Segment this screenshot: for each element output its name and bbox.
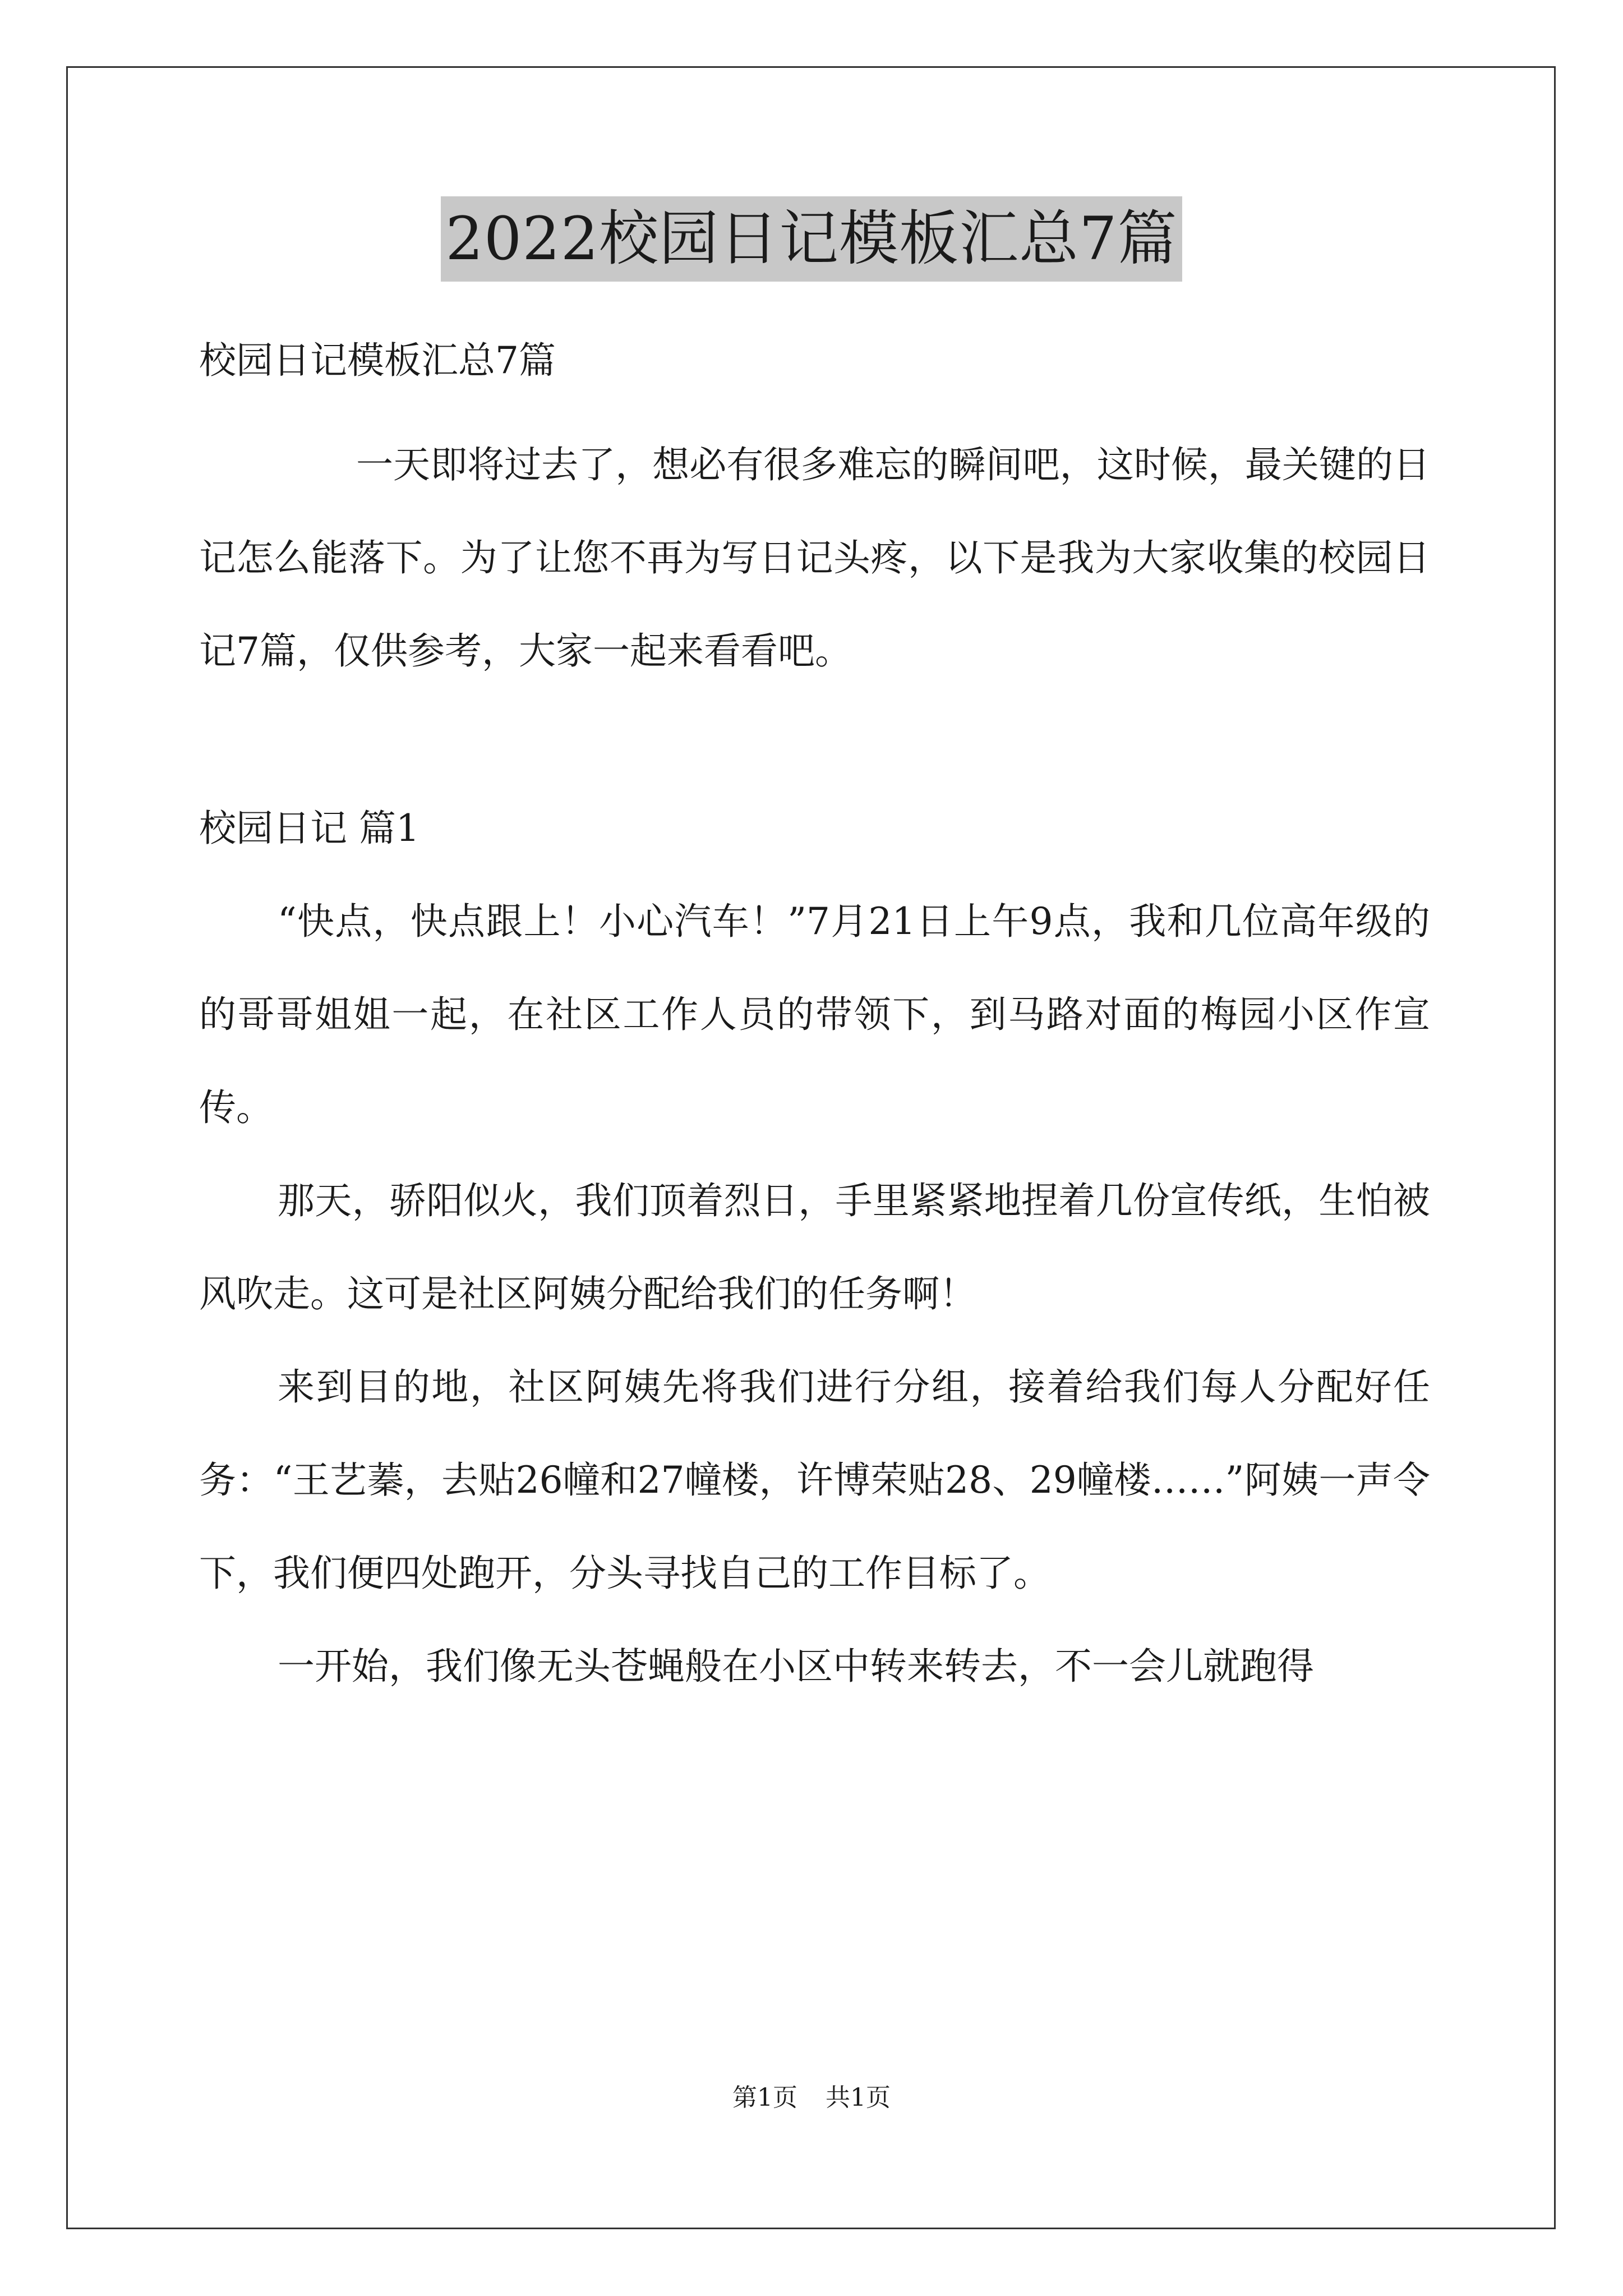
body-paragraph: 一开始，我们像无头苍蝇般在小区中转来转去，不一会儿就跑得 [278,1645,1314,1688]
body-paragraph: “快点，快点跟上！小心汽车！”7月21日上午9点，我和几位高年级的的哥哥姐姐一起，在社区工作人员的带领下，到马路对面的梅园小区作宣传。 [199,900,1430,1129]
title-container [0,196,1623,282]
document-subtitle: 校园日记模板汇总7篇 [199,339,556,382]
body-paragraph: 那天，骄阳似火，我们顶着烈日，手里紧紧地捏着几份宣传纸，生怕被风吹走。这可是社区阿姨分配给我们的任务啊！ [199,1179,1430,1315]
page-total: 共1页 [826,2083,891,2112]
section-heading: 校园日记 篇1 [199,807,419,850]
document-title: 2022校园日记模板汇总7篇 [441,196,1182,282]
page-number: 第1页 [732,2083,797,2112]
page-footer [0,2081,1623,2115]
body-paragraph: 来到目的地，社区阿姨先将我们进行分组，接着给我们每人分配好任务：“王艺蓁，去贴26幢和27幢楼，许博荣贴28、29幢楼……”阿姨一声令下，我们便四处跑开，分头寻找自己的工作目标了。 [199,1365,1430,1595]
document-body [199,314,1430,1713]
intro-paragraph: 一天即将过去了，想必有很多难忘的瞬间吧，这时候，最关键的日记怎么能落下。为了让您不再为写日记头疼，以下是我为大家收集的校园日记7篇，仅供参考，大家一起来看看吧。 [199,443,1430,673]
